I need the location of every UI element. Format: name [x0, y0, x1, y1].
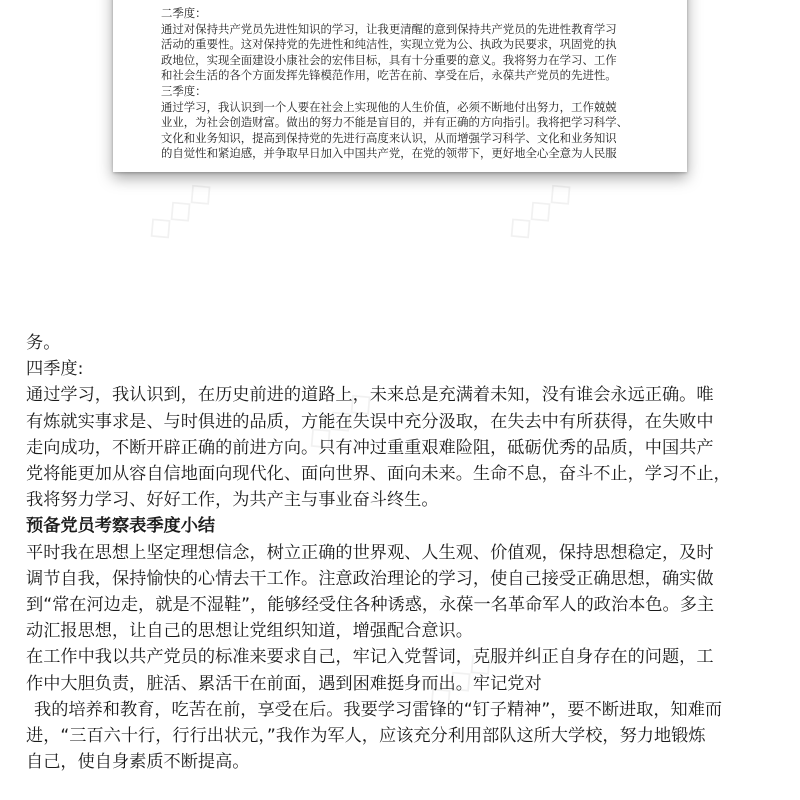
- summary-line: 自己，使自身素质不断提高。: [26, 752, 250, 773]
- doc-line: 的自觉性和紧迫感，并争取早日加入中国共产党，在党的领带下，更好地全心全意为人民服: [161, 146, 617, 161]
- document-preview-card: [113, 0, 687, 172]
- watermark: ◇◇◇: [496, 169, 583, 251]
- summary-line: 到“常在河边走，就是不湿鞋”，能够经受住各种诱惑，永葆一名革命军人的政治本色。多主: [26, 595, 715, 616]
- watermark: ◇◇◇: [136, 169, 223, 251]
- doc-line: 活动的重要性。这对保持党的先进性和纯洁性，实现立党为公、执政为民要求，巩固党的执: [161, 37, 617, 52]
- doc-line: 通过学习，我认识到一个人要在社会上实现他的人生价值，必须不断地付出努力，工作兢兢: [161, 99, 617, 114]
- section-heading: 预备党员考察表季度小结: [26, 516, 216, 537]
- summary-line: 我的培养和教育，吃苦在前，享受在后。我要学习雷锋的“钉子精神”，要不断进取，知难而: [34, 699, 723, 720]
- body-line: 四季度:: [26, 359, 84, 380]
- watermark: ◇◇◇: [416, 639, 503, 721]
- summary-line: 平时我在思想上坚定理想信念，树立正确的世界观、人生观、价值观，保持思想稳定，及时: [26, 542, 714, 563]
- doc-line: 业业，为社会创造财富。做出的努力不能是盲目的，并有正确的方向指引。我将把学习科学、: [161, 115, 629, 130]
- summary-line: 作中大胆负责，脏活、累活干在前面，遇到困难挺身而出。牢记党对: [26, 673, 542, 694]
- body-line: 我将努力学习、好好工作，为共产主与事业奋斗终生。: [26, 490, 439, 511]
- summary-line: 调节自我，保持愉快的心情去干工作。注意政治理论的学习，使自己接受正确思想，确实做: [26, 568, 714, 589]
- summary-line: 进，“三百六十行，行行出状元，”我作为军人，应该充分利用部队这所大学校，努力地锻炼: [26, 726, 706, 747]
- watermark: ◇◇◇: [296, 379, 383, 461]
- body-line: 有炼就实事求是、与时俱进的品质，方能在失误中充分汲取，在失去中有所获得，在失败中: [26, 411, 714, 432]
- summary-line: 在工作中我以共产党员的标准来要求自己，牢记入党誓词，克服并纠正自身存在的问题，工: [26, 647, 714, 668]
- article-body: [26, 330, 786, 775]
- document-preview-text: [161, 6, 647, 162]
- body-line: 务。: [26, 333, 61, 353]
- body-line: 走向成功，不断开辟正确的前进方向。只有冲过重重艰难险阻，砥砺优秀的品质，中国共产: [26, 437, 714, 458]
- doc-line: 二季度：: [161, 6, 207, 20]
- doc-line: 三季度：: [161, 83, 207, 98]
- doc-line: 政地位，实现全面建设小康社会的宏伟目标，具有十分重要的意义。我将努力在学习、工作: [161, 52, 617, 67]
- doc-line: 通过对保持共产党员先进性知识的学习，让我更清醒的意到保持共产党员的先进性教育学习: [161, 21, 617, 36]
- doc-line: 文化和业务知识，提高到保持党的先进行高度来认识，从而增强学习科学、文化和业务知识: [161, 130, 617, 145]
- summary-line: 动汇报思想，让自己的思想让党组织知道，增强配合意识。: [26, 621, 473, 642]
- body-line: 通过学习，我认识到，在历史前进的道路上，未来总是充满着未知，没有谁会永远正确。唯: [26, 385, 714, 406]
- body-line: 党将能更加从容自信地面向现代化、面向世界、面向未来。生命不息，奋斗不止，学习不止，: [26, 464, 731, 485]
- doc-line: 和社会生活的各个方面发挥先锋模范作用，吃苦在前、享受在后，永葆共产党员的先进性。: [161, 68, 617, 83]
